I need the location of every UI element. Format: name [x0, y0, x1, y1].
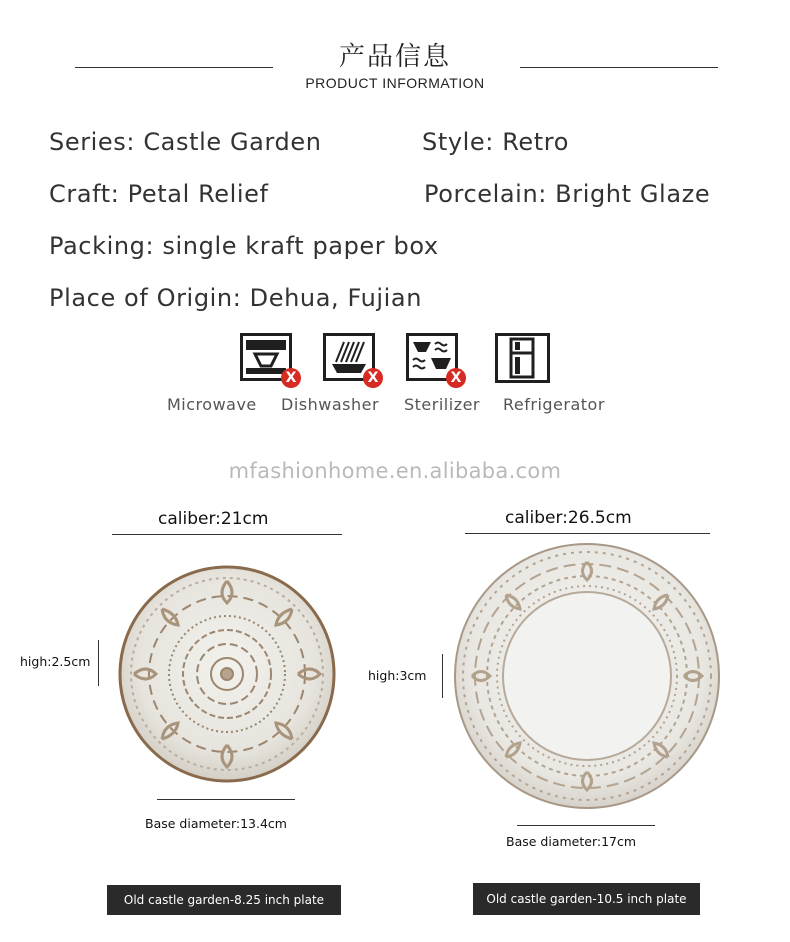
- plate-large-base-diameter: Base diameter:17cm: [506, 834, 637, 849]
- microwave-prohibited-badge: X: [281, 368, 301, 388]
- spec-porcelain: Porcelain: Bright Glaze: [424, 180, 711, 208]
- title-chinese: 产品信息: [338, 42, 451, 72]
- plate-large-height-rule: [442, 654, 443, 698]
- spec-series: Series: Castle Garden: [49, 128, 322, 156]
- sterilizer-label: Sterilizer: [404, 395, 481, 414]
- spec-packing: Packing: single kraft paper box: [49, 232, 439, 260]
- dishwasher-label: Dishwasher: [281, 395, 380, 414]
- microwave-label: Microwave: [167, 395, 257, 414]
- spec-craft: Craft: Petal Relief: [49, 180, 269, 208]
- plate-small-image: [112, 563, 342, 785]
- refrigerator-label: Refrigerator: [503, 395, 605, 414]
- plate-small-base-diameter: Base diameter:13.4cm: [145, 816, 287, 831]
- dishwasher-prohibited-badge: X: [363, 368, 383, 388]
- title-english: PRODUCT INFORMATION: [305, 75, 485, 91]
- plate-small-caliber-rule: [112, 534, 342, 535]
- plate-large-caliber: caliber:26.5cm: [505, 508, 632, 528]
- sterilizer-prohibited-badge: X: [446, 368, 466, 388]
- refrigerator-icon: [495, 333, 550, 383]
- plate-large-height: high:3cm: [368, 668, 427, 683]
- plate-small-base-rule: [157, 799, 295, 800]
- plate-small-caliber: caliber:21cm: [158, 509, 269, 529]
- plate-large-base-rule: [517, 825, 655, 826]
- plate-small-height-rule: [98, 640, 99, 686]
- spec-origin: Place of Origin: Dehua, Fujian: [49, 284, 423, 312]
- plate-large-caliber-rule: [465, 533, 710, 534]
- plate-small-label: Old castle garden-8.25 inch plate: [107, 885, 341, 915]
- plate-large-image: [450, 540, 725, 812]
- spec-style: Style: Retro: [422, 128, 569, 156]
- store-watermark: mfashionhome.en.alibaba.com: [228, 459, 562, 483]
- plate-large-label: Old castle garden-10.5 inch plate: [473, 883, 700, 915]
- plate-small-height: high:2.5cm: [20, 654, 91, 669]
